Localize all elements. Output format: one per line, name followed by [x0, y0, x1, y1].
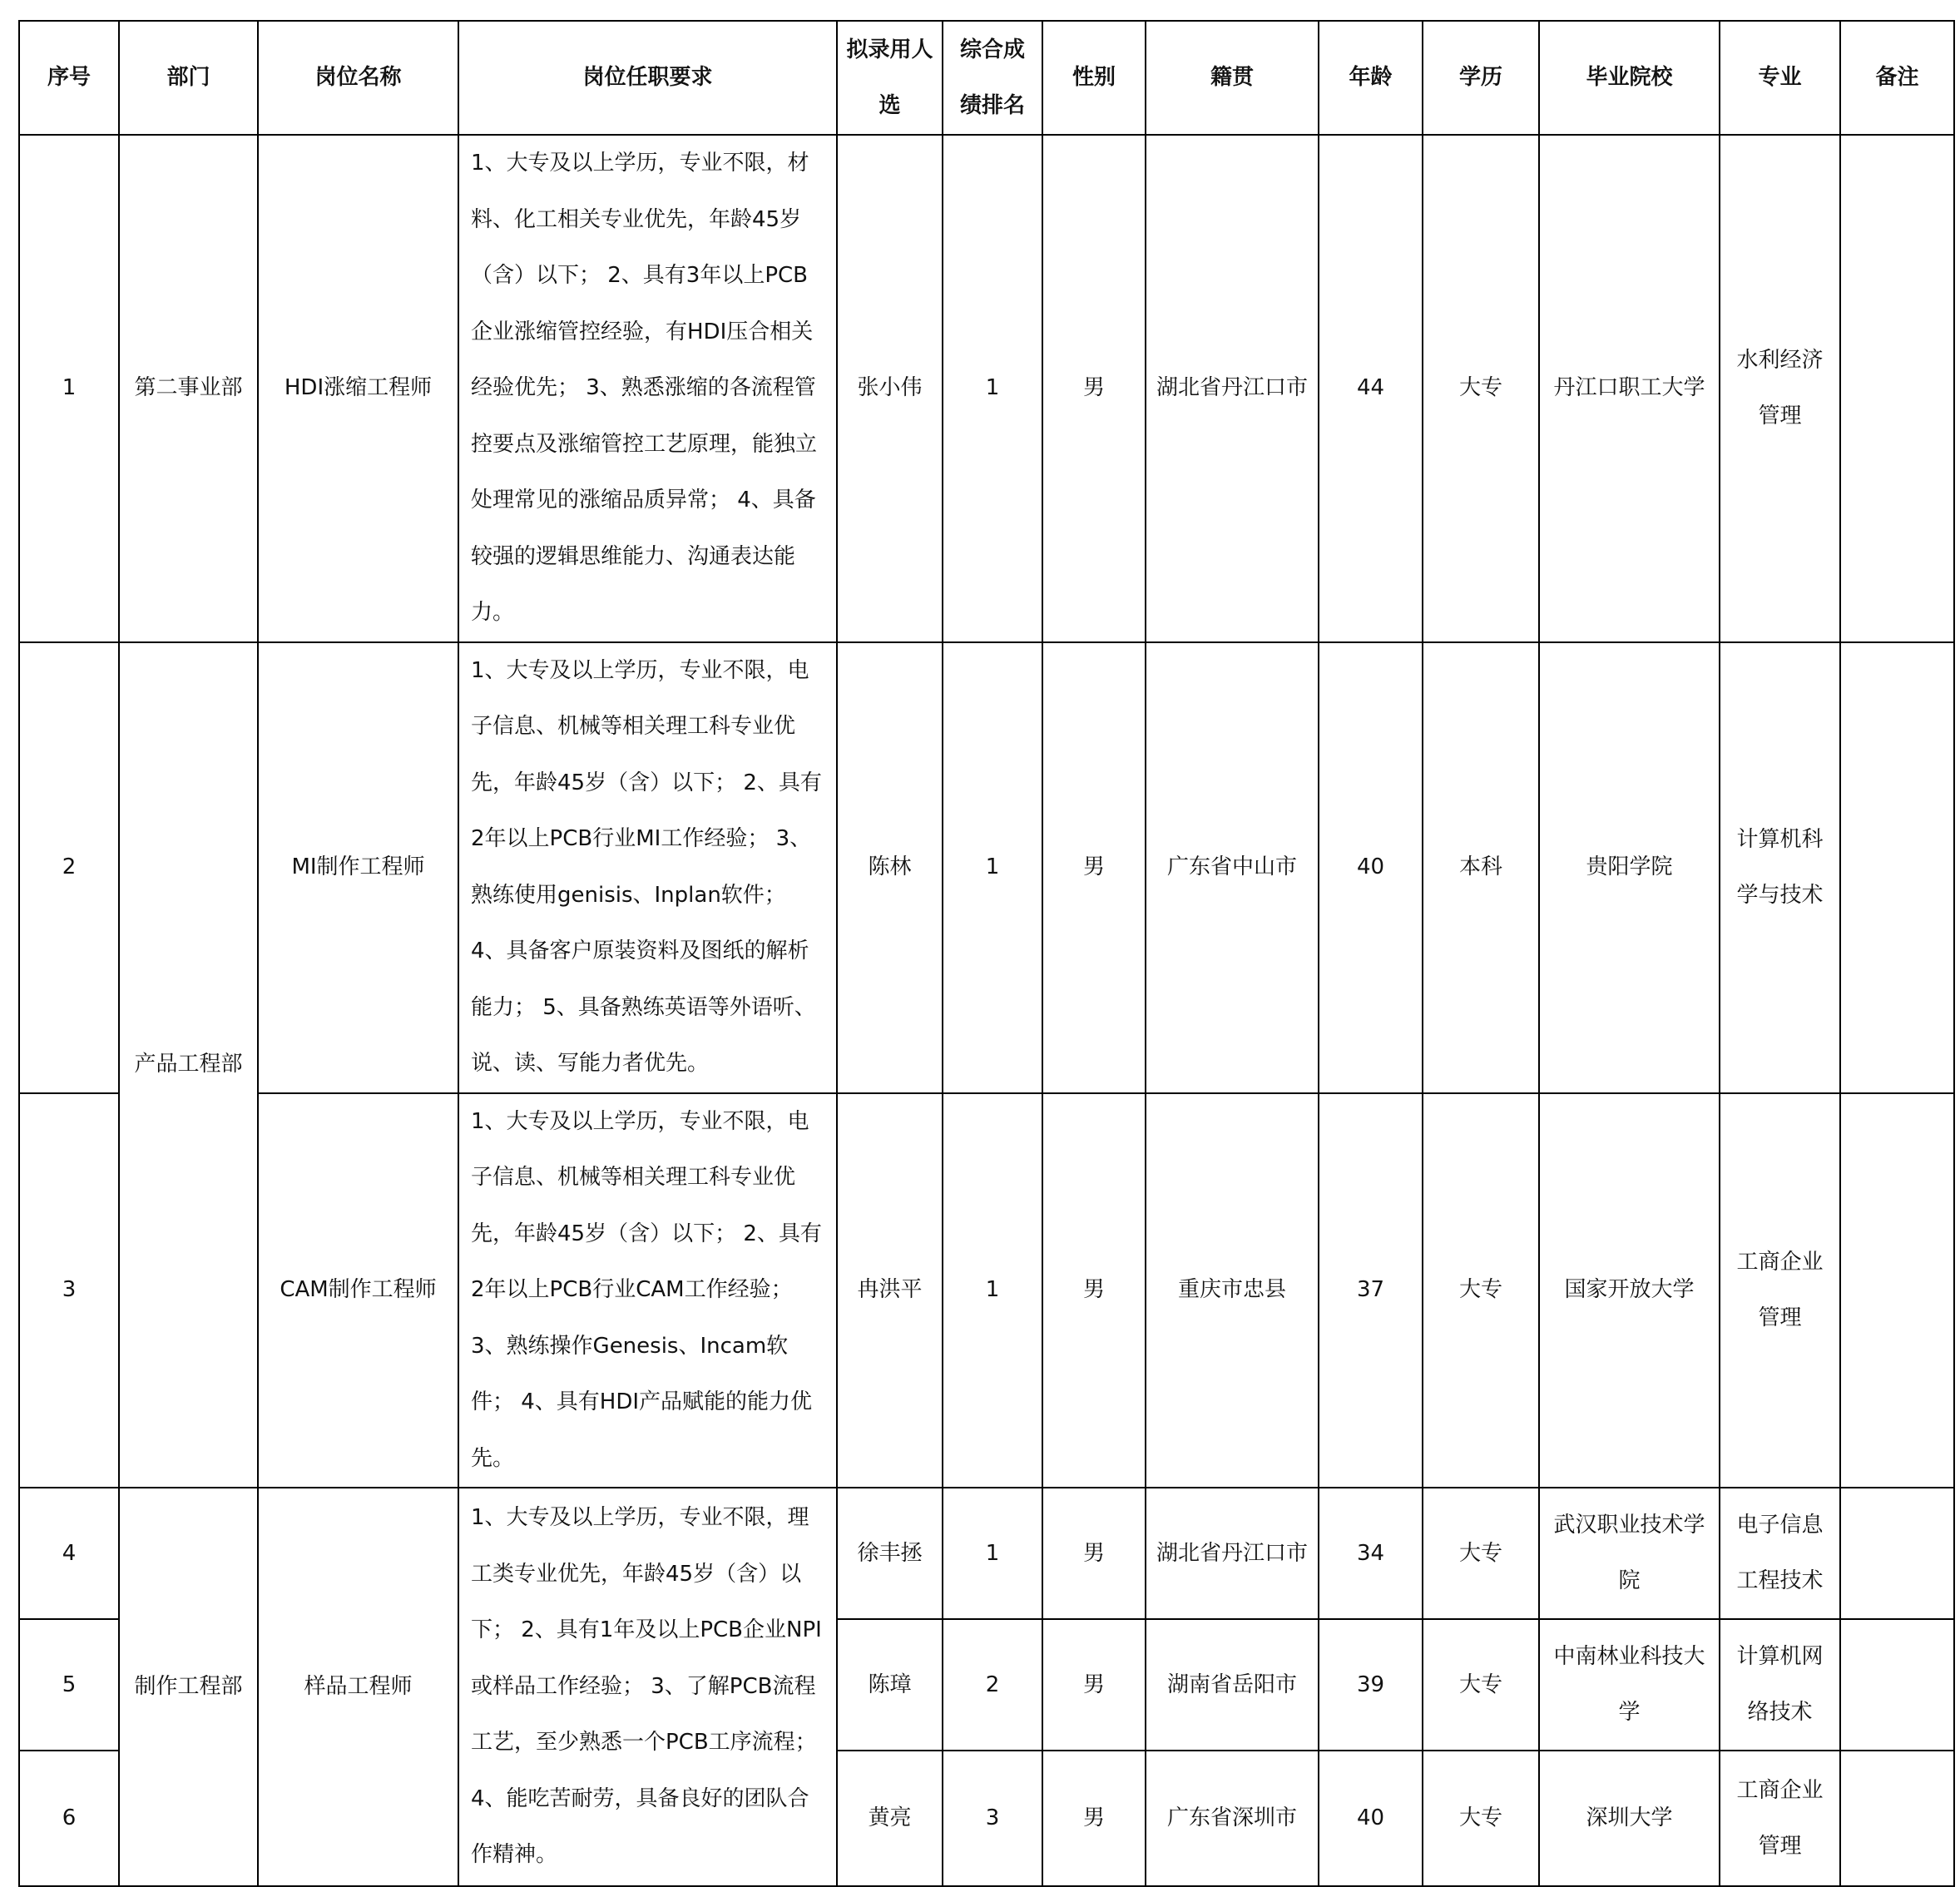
header-cell: 岗位名称: [258, 21, 458, 135]
gender-cell: 男: [1042, 1488, 1146, 1619]
candidate-name: 冉洪平: [837, 1093, 943, 1488]
school-cell: 武汉职业技术学院: [1539, 1488, 1720, 1619]
header-cell: 序号: [19, 21, 119, 135]
row-number: 5: [19, 1619, 119, 1751]
row-number: 4: [19, 1488, 119, 1619]
table-row: [19, 642, 1954, 1093]
candidate-name: 陈璋: [837, 1619, 943, 1751]
requirements-cell: 1、大专及以上学历，专业不限，理工类专业优先，年龄45岁（含）以下； 2、具有1年及以上PCB企业NPI或样品工作经验； 3、了解PCB流程工艺，至少熟悉一个PCB工序流程； 4、能吃苦耐劳，具备良好的团队合作精神。: [458, 1488, 837, 1886]
major-cell: 计算机网络技术: [1720, 1619, 1840, 1751]
education-cell: 大专: [1423, 135, 1539, 642]
row-number: 2: [19, 642, 119, 1093]
education-cell: 大专: [1423, 1488, 1539, 1619]
gender-cell: 男: [1042, 1093, 1146, 1488]
header-cell: 性别: [1042, 21, 1146, 135]
table-row: [19, 135, 1954, 642]
position-cell: HDI涨缩工程师: [258, 135, 458, 642]
position-cell: CAM制作工程师: [258, 1093, 458, 1488]
major-cell: 工商企业管理: [1720, 1751, 1840, 1886]
major-cell: 水利经济管理: [1720, 135, 1840, 642]
header-row: [19, 21, 1954, 135]
education-cell: 大专: [1423, 1619, 1539, 1751]
header-cell: 籍贯: [1146, 21, 1319, 135]
department-cell: 制作工程部: [119, 1488, 258, 1886]
gender-cell: 男: [1042, 135, 1146, 642]
header-cell: 岗位任职要求: [458, 21, 837, 135]
row-number: 1: [19, 135, 119, 642]
rank-cell: 3: [943, 1751, 1042, 1886]
header-cell: 部门: [119, 21, 258, 135]
row-number: 3: [19, 1093, 119, 1488]
note-cell: [1840, 1619, 1954, 1751]
candidate-name: 张小伟: [837, 135, 943, 642]
rank-cell: 1: [943, 1488, 1042, 1619]
note-cell: [1840, 135, 1954, 642]
gender-cell: 男: [1042, 1619, 1146, 1751]
rank-cell: 1: [943, 135, 1042, 642]
position-cell: 样品工程师: [258, 1488, 458, 1886]
requirements-cell: 1、大专及以上学历，专业不限，材料、化工相关专业优先，年龄45岁（含）以下； 2、具有3年以上PCB企业涨缩管控经验，有HDI压合相关经验优先； 3、熟悉涨缩的各流程管控要点及涨缩管控工艺原理，能独立处理常见的涨缩品质异常； 4、具备较强的逻辑思维能力、沟通表达能力。: [458, 135, 837, 642]
age-cell: 44: [1319, 135, 1423, 642]
major-cell: 工商企业管理: [1720, 1093, 1840, 1488]
origin-cell: 湖南省岳阳市: [1146, 1619, 1319, 1751]
note-cell: [1840, 642, 1954, 1093]
candidate-roster-table: [18, 20, 1955, 1887]
school-cell: 深圳大学: [1539, 1751, 1720, 1886]
table-row: [19, 1488, 1954, 1619]
note-cell: [1840, 1093, 1954, 1488]
candidate-name: 黄亮: [837, 1751, 943, 1886]
gender-cell: 男: [1042, 642, 1146, 1093]
table-row: [19, 1093, 1954, 1488]
school-cell: 中南林业科技大学: [1539, 1619, 1720, 1751]
header-cell: 学历: [1423, 21, 1539, 135]
note-cell: [1840, 1751, 1954, 1886]
header-cell: 综合成绩排名: [943, 21, 1042, 135]
rank-cell: 1: [943, 1093, 1042, 1488]
origin-cell: 湖北省丹江口市: [1146, 135, 1319, 642]
age-cell: 39: [1319, 1619, 1423, 1751]
origin-cell: 广东省中山市: [1146, 642, 1319, 1093]
origin-cell: 湖北省丹江口市: [1146, 1488, 1319, 1619]
major-cell: 计算机科学与技术: [1720, 642, 1840, 1093]
education-cell: 大专: [1423, 1751, 1539, 1886]
position-cell: MI制作工程师: [258, 642, 458, 1093]
education-cell: 大专: [1423, 1093, 1539, 1488]
header-cell: 专业: [1720, 21, 1840, 135]
rank-cell: 2: [943, 1619, 1042, 1751]
header-cell: 备注: [1840, 21, 1954, 135]
origin-cell: 广东省深圳市: [1146, 1751, 1319, 1886]
age-cell: 37: [1319, 1093, 1423, 1488]
department-cell: 第二事业部: [119, 135, 258, 642]
department-cell: 产品工程部: [119, 642, 258, 1488]
age-cell: 40: [1319, 642, 1423, 1093]
candidate-name: 陈林: [837, 642, 943, 1093]
requirements-cell: 1、大专及以上学历，专业不限，电子信息、机械等相关理工科专业优先，年龄45岁（含）以下； 2、具有2年以上PCB行业CAM工作经验； 3、熟练操作Genesis、Incam软件； 4、具有HDI产品赋能的能力优先。: [458, 1093, 837, 1488]
age-cell: 40: [1319, 1751, 1423, 1886]
age-cell: 34: [1319, 1488, 1423, 1619]
rank-cell: 1: [943, 642, 1042, 1093]
school-cell: 贵阳学院: [1539, 642, 1720, 1093]
header-cell: 毕业院校: [1539, 21, 1720, 135]
header-cell: 拟录用人选: [837, 21, 943, 135]
requirements-cell: 1、大专及以上学历，专业不限，电子信息、机械等相关理工科专业优先，年龄45岁（含）以下； 2、具有2年以上PCB行业MI工作经验； 3、熟练使用genisis、Inplan软件； 4、具备客户原装资料及图纸的解析能力； 5、具备熟练英语等外语听、说、读、写能力者优先。: [458, 642, 837, 1093]
header-cell: 年龄: [1319, 21, 1423, 135]
candidate-name: 徐丰拯: [837, 1488, 943, 1619]
row-number: 6: [19, 1751, 119, 1886]
school-cell: 国家开放大学: [1539, 1093, 1720, 1488]
major-cell: 电子信息工程技术: [1720, 1488, 1840, 1619]
gender-cell: 男: [1042, 1751, 1146, 1886]
education-cell: 本科: [1423, 642, 1539, 1093]
origin-cell: 重庆市忠县: [1146, 1093, 1319, 1488]
school-cell: 丹江口职工大学: [1539, 135, 1720, 642]
note-cell: [1840, 1488, 1954, 1619]
